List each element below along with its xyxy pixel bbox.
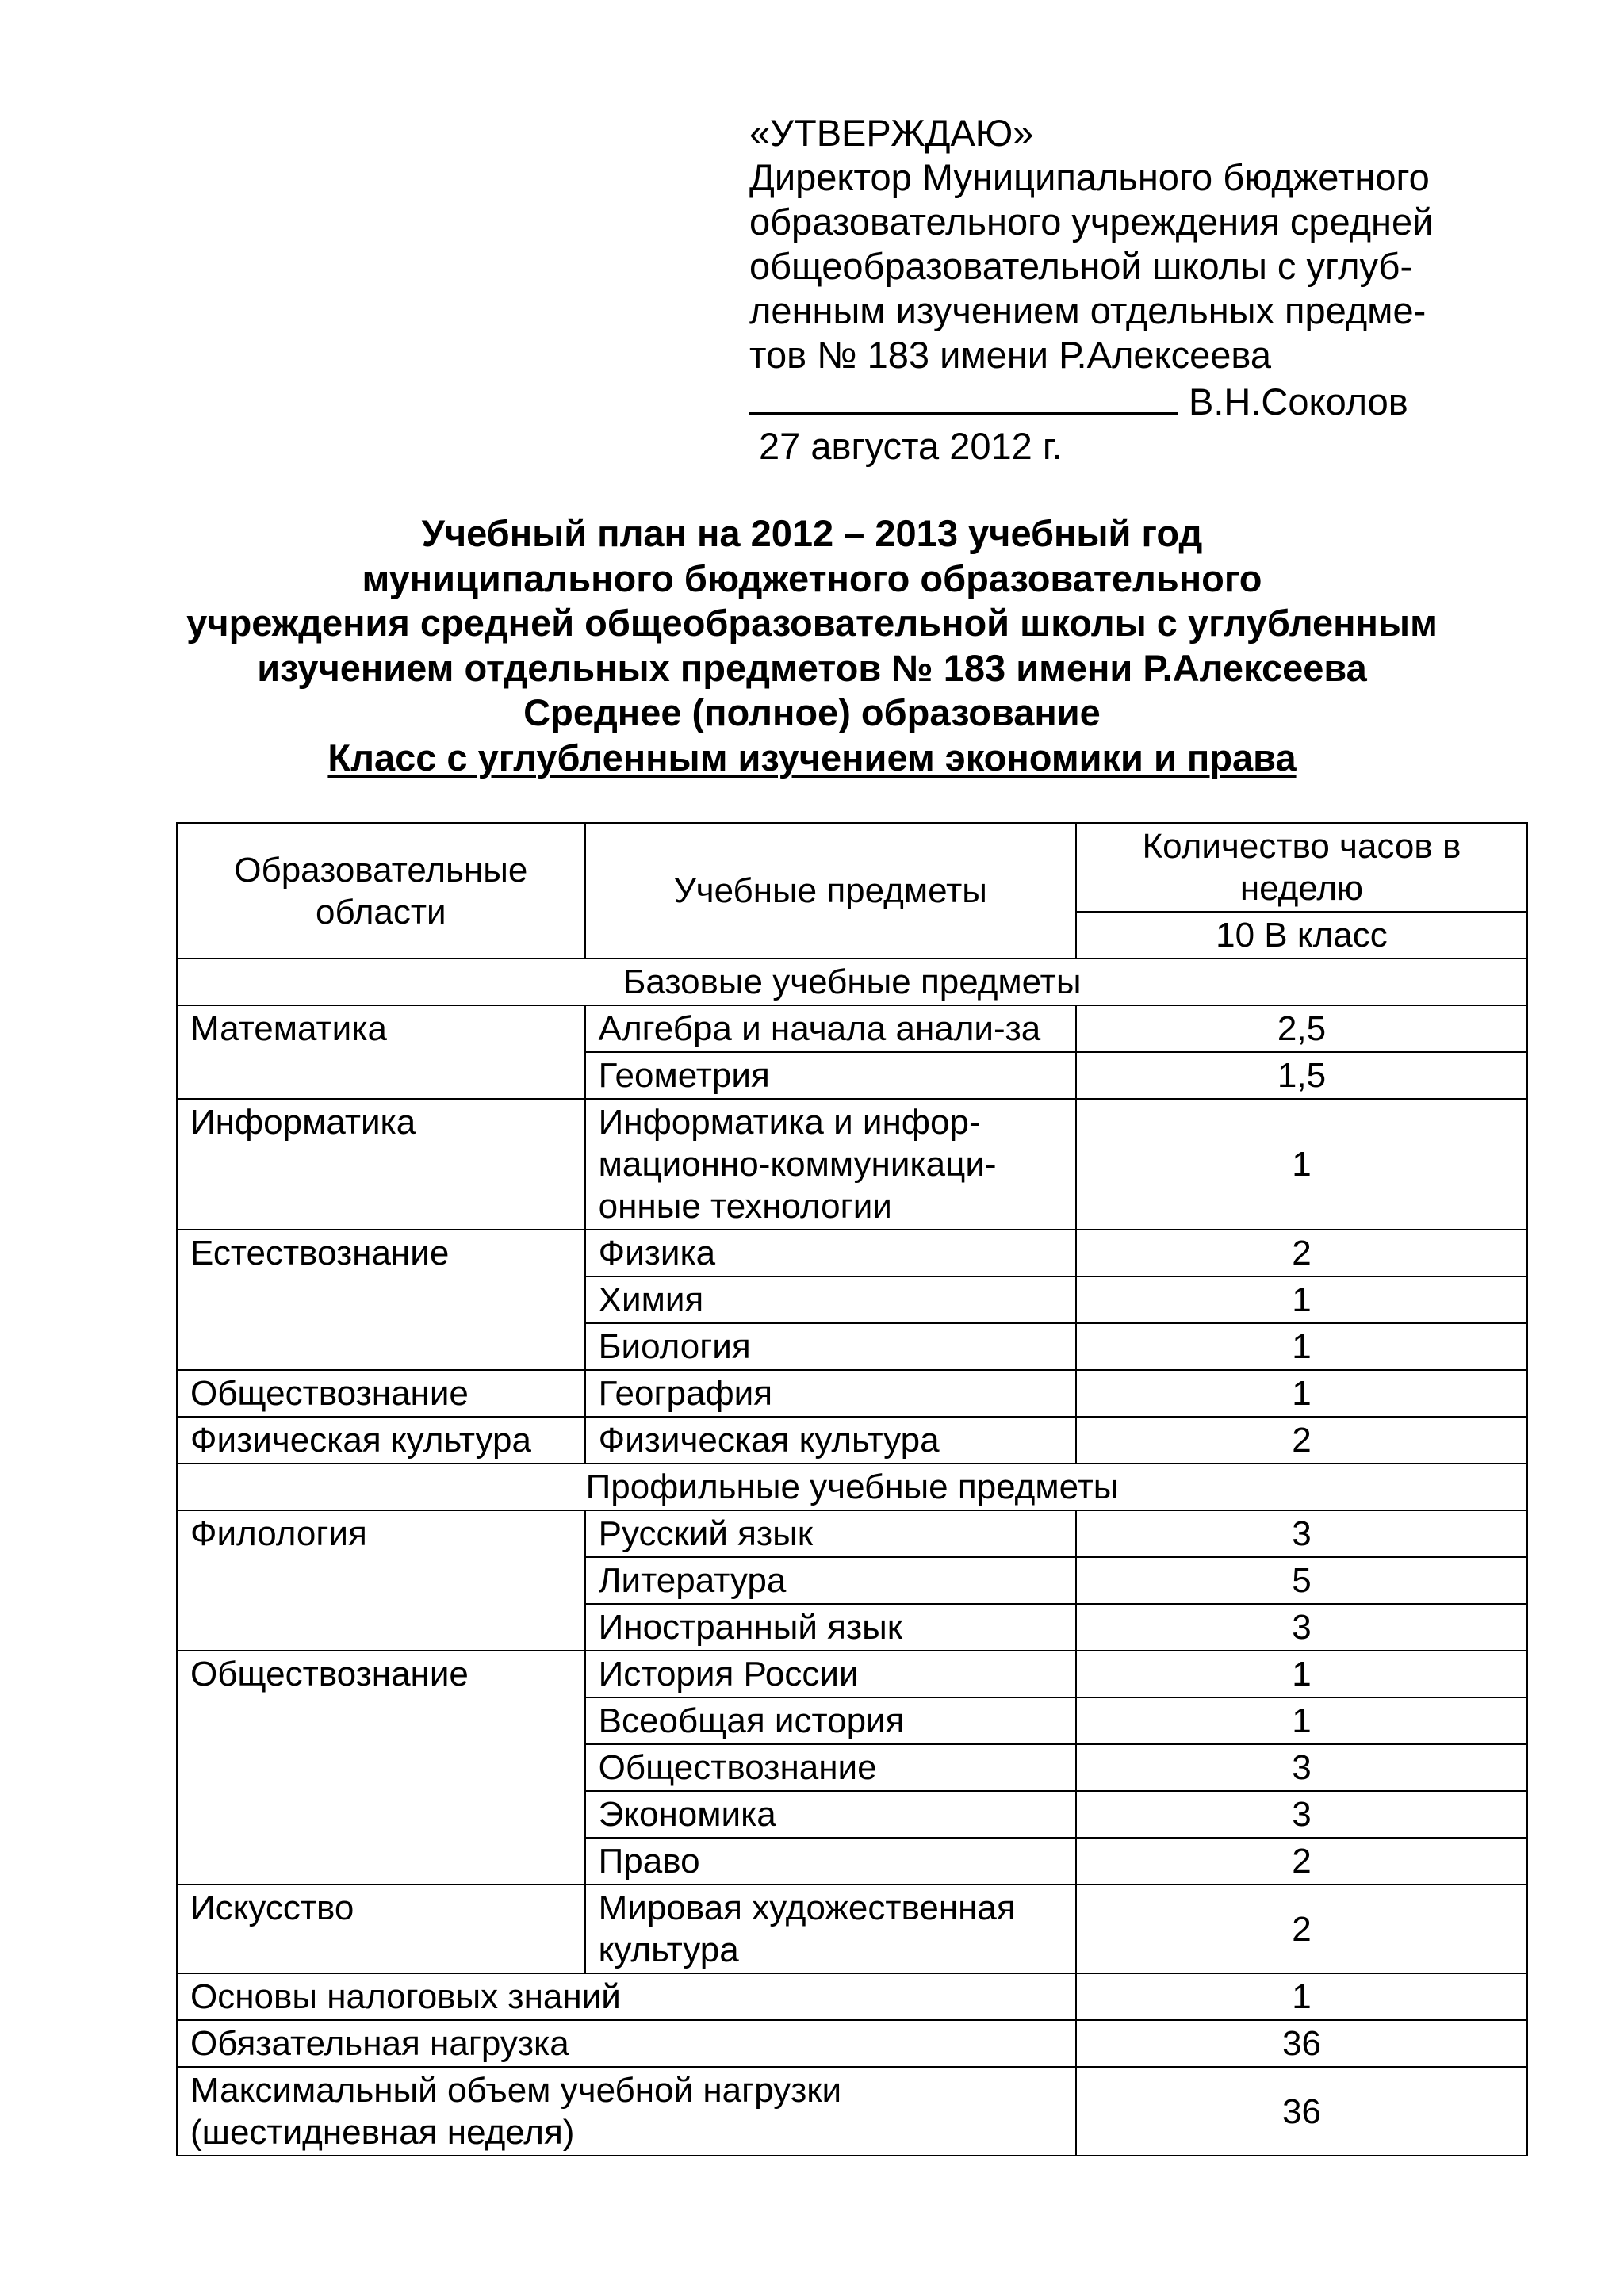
subject-cell: Всеобщая история <box>585 1697 1076 1744</box>
hours-cell: 1 <box>1076 1099 1527 1230</box>
subject-cell: Физика <box>585 1230 1076 1276</box>
hours-cell: 1,5 <box>1076 1052 1527 1099</box>
total-label: Обязательная нагрузка <box>177 2020 1076 2067</box>
area-cell: Обществознание <box>177 1651 585 1885</box>
total-row <box>177 2067 1527 2156</box>
approval-line: ленным изучением отдельных предме- <box>749 289 1427 331</box>
hours-cell: 2 <box>1076 1417 1527 1464</box>
total-hours: 36 <box>1076 2020 1527 2067</box>
table-header-row <box>177 823 1527 912</box>
approval-line: тов № 183 имени Р.Алексеева <box>749 334 1271 376</box>
table-row <box>177 1885 1527 1973</box>
table-row <box>177 1005 1527 1052</box>
title-line: учреждения средней общеобразовательной школы с углубленным <box>186 602 1438 644</box>
title-subtitle: Класс с углубленным изучением экономики и права <box>327 736 1297 779</box>
subject-cell: Обществознание <box>585 1744 1076 1791</box>
hours-cell: 2 <box>1076 1838 1527 1885</box>
title-line: муниципального бюджетного образовательного <box>362 557 1262 599</box>
total-row <box>177 2020 1527 2067</box>
total-row <box>177 1973 1527 2020</box>
approval-line: образовательного учреждения средней <box>749 201 1434 243</box>
subject-cell: Право <box>585 1838 1076 1885</box>
approval-block <box>749 111 1542 469</box>
header-subjects: Учебные предметы <box>585 823 1076 959</box>
signer-name: В.Н.Соколов <box>1189 381 1408 423</box>
table-row <box>177 1510 1527 1557</box>
subject-cell: Русский язык <box>585 1510 1076 1557</box>
subject-cell: Физическая культура <box>585 1417 1076 1464</box>
approval-stamp: «УТВЕРЖДАЮ» <box>749 112 1034 154</box>
table-row <box>177 1651 1527 1697</box>
subject-cell: Алгебра и начала анали-за <box>585 1005 1076 1052</box>
title-line: Учебный план на 2012 – 2013 учебный год <box>421 512 1203 554</box>
subject-cell: География <box>585 1370 1076 1417</box>
area-cell: Филология <box>177 1510 585 1651</box>
subject-cell: Экономика <box>585 1791 1076 1838</box>
area-cell: Естествознание <box>177 1230 585 1370</box>
subject-cell: Геометрия <box>585 1052 1076 1099</box>
hours-cell: 1 <box>1076 1323 1527 1370</box>
header-areas: Образовательные области <box>177 823 585 959</box>
hours-cell: 1 <box>1076 1697 1527 1744</box>
hours-cell: 1 <box>1076 1651 1527 1697</box>
area-cell: Обществознание <box>177 1370 585 1417</box>
subject-cell: Мировая художественная культура <box>585 1885 1076 1973</box>
hours-cell: 2 <box>1076 1230 1527 1276</box>
hours-cell: 1 <box>1076 1370 1527 1417</box>
header-class: 10 В класс <box>1076 912 1527 959</box>
total-label: Максимальный объем учебной нагрузки (шестидневная неделя) <box>177 2067 1076 2156</box>
table-row <box>177 1370 1527 1417</box>
subject-cell: Биология <box>585 1323 1076 1370</box>
table-row <box>177 1417 1527 1464</box>
subject-cell: Информатика и инфор-мационно-коммуникаци-онные технологии <box>585 1099 1076 1230</box>
section-row <box>177 1464 1527 1510</box>
hours-cell: 3 <box>1076 1791 1527 1838</box>
curriculum-table <box>176 822 1528 2156</box>
subject-cell: История России <box>585 1651 1076 1697</box>
area-cell: Искусство <box>177 1885 585 1973</box>
header-hours: Количество часов в неделю <box>1076 823 1527 912</box>
approval-line: общеобразовательной школы с углуб- <box>749 245 1413 287</box>
approval-date: 27 августа 2012 г. <box>759 425 1063 467</box>
total-hours: 36 <box>1076 2067 1527 2156</box>
hours-cell: 5 <box>1076 1557 1527 1604</box>
hours-cell: 3 <box>1076 1744 1527 1791</box>
area-cell: Информатика <box>177 1099 585 1230</box>
table-row <box>177 1099 1527 1230</box>
approval-line: Директор Муниципального бюджетного <box>749 156 1430 198</box>
area-cell: Физическая культура <box>177 1417 585 1464</box>
signature-line <box>749 377 1542 424</box>
document-title <box>0 511 1624 780</box>
section-profile: Профильные учебные предметы <box>177 1464 1527 1510</box>
subject-cell: Иностранный язык <box>585 1604 1076 1651</box>
title-line: изучением отдельных предметов № 183 имени Р.Алексеева <box>257 646 1367 689</box>
total-label: Основы налоговых знаний <box>177 1973 1076 2020</box>
hours-cell: 3 <box>1076 1510 1527 1557</box>
signature-blank <box>749 377 1178 415</box>
hours-cell: 2,5 <box>1076 1005 1527 1052</box>
total-hours: 1 <box>1076 1973 1527 2020</box>
hours-cell: 3 <box>1076 1604 1527 1651</box>
area-cell: Математика <box>177 1005 585 1099</box>
title-line: Среднее (полное) образование <box>523 691 1101 733</box>
hours-cell: 1 <box>1076 1276 1527 1323</box>
hours-cell: 2 <box>1076 1885 1527 1973</box>
section-row <box>177 959 1527 1005</box>
subject-cell: Литература <box>585 1557 1076 1604</box>
table-row <box>177 1230 1527 1276</box>
section-base: Базовые учебные предметы <box>177 959 1527 1005</box>
subject-cell: Химия <box>585 1276 1076 1323</box>
